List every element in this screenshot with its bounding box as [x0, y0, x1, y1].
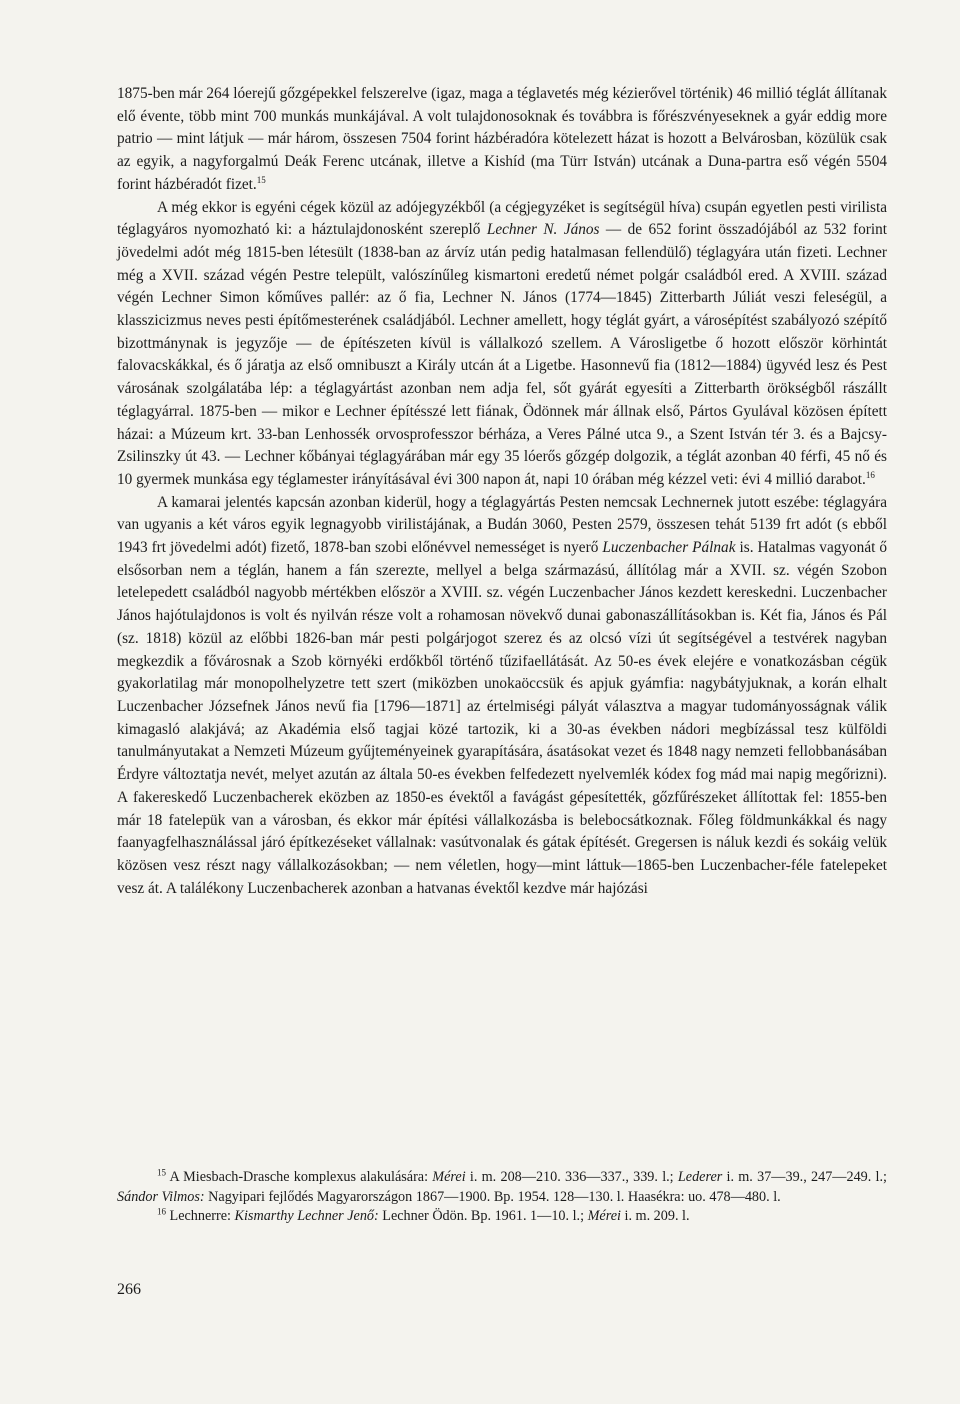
- italic-text: Lederer: [677, 1169, 723, 1185]
- text-run: Lechnerre:: [166, 1208, 235, 1224]
- italic-text: Luczenbacher Pálnak: [602, 539, 736, 557]
- text-run: A még ekkor is egyéni cégek közül az adójegyzékből (a cégjegyzéket is segítségül híva) csupán egyetlen pesti virilista téglagyáros nyomozható ki: a háztulajdonosként szereplő: [117, 198, 887, 239]
- footnote-ref: 15: [256, 174, 266, 185]
- text-run: i. m. 209. l.: [620, 1208, 690, 1224]
- text-run: 1875-ben már 264 lóerejű gőzgépekkel felszerelve (igaz, maga a téglavetés még kézierővel történik) 46 millió téglát állítanak elő évente, több mint 700 munkás munkájával. A volt tulajdonosoknak és továbbra is főrészvényeseknek a gyár eddig more patrio — mint látjuk — már három, összesen 7504 forint házbéradóra kötelezett házat is hozott a Belvárosban, közülük csak az egyik, a nagyforgalmú Deák Ferenc utcának, illetve a Kishíd (ma Türr István) utcának a Duna-partra eső végén 5504 forint házbéradót fizet.: [117, 85, 887, 193]
- page-number: 266: [117, 1281, 141, 1298]
- paragraph: [117, 83, 887, 197]
- footnote-ref: 16: [865, 469, 875, 480]
- italic-text: Mérei: [432, 1169, 466, 1185]
- text-run: A Miesbach-Drasche komplexus alakulására:: [166, 1169, 433, 1185]
- text-run: i. m. 208—210. 336—337., 339. l.;: [465, 1169, 678, 1185]
- text-run: i. m. 37—39., 247—249. l.;: [722, 1169, 887, 1185]
- italic-text: Mérei: [587, 1208, 621, 1224]
- text-run: is. Hatalmas vagyonát ő elsősorban nem a téglán, hanem a fán szerezte, mellyel a belga származású, állítólag már a XVII. sz. végén Szobon letelepedett családból nagyobb mértékben először a XVIII. sz. végén Luczenbacher János kezdett kereskedni. Luczenbacher János hajótulajdonos is volt és nyilván része volt a rohamosan növekvő dunai gabonaszállításokban is. Két fia, János és Pál (sz. 1818) közül az előbbi 1826-ban már pesti polgárjogot szerez és az olcsó vízi út segítségével a testvérek nagyban megkezdik a fővárosnak a Szob környéki erdőkből történő tűzifaellátását. Az 50-es évek elejére e vonatkozásban cégük gyakorlatilag már monopolhelyzetre tett szert (miközben unokaöccsük és apjuk gyámfia: nagybátyjuknak, a korán elhalt Luczenbacher Józsefnek János nevű fia [1796—1871] az értelmiségi pályát választva a magyar tudományosságnak válik kimagasló alakjává; az Akadémia első tagjai közé tartozik, ki a 30-as években nádori megbízással tesz külföldi tanulmányutakat a Nemzeti Múzeum gyűjteményeinek gyarapítására, ásatásokat vezet és 1848 nagy nemzeti fellobbanásában Érdyre változtatja nevét, melyet azután az általa 50-es években felfedezett nyelvemlék kódex fog mád mai napig megőrizni). A fakereskedő Luczenbacherek eközben az 1850-es évektől a favágást gépesítették, gőzfűrészeket állítottak fel: 1855-ben már 18 fatelepük van a városban, és ekkor már építési vállalkozásba is belebocsátkoznak. Főleg földmunkákkal és nagy faanyagfelhasználással járó építkezéseket vállalnak: vasútvonalak és gátak építését. Gregersen is náluk kezdi és sokáig velük közösen vesz részt nagy vállalkozásokban; — nem véletlen, hogy—mint láttuk—1865-ben Luczenbacher-féle fatelepeket vesz át. A találékony Luczenbacherek azonban a hatvanas évektől kezdve már hajózási: [117, 539, 888, 897]
- footnotes: [117, 1168, 887, 1227]
- paragraph: [117, 492, 887, 901]
- paragraph: [117, 197, 887, 492]
- main-text: [117, 83, 887, 900]
- footnote-ref: 16: [157, 1206, 166, 1217]
- italic-text: Kismarthy Lechner Jenő:: [234, 1208, 379, 1224]
- text-run: Nagyipari fejlődés Magyarországon 1867—1900. Bp. 1954. 128—130. l. Haasékra: uo. 478—480. l.: [204, 1188, 781, 1205]
- footnote: [117, 1207, 887, 1227]
- italic-text: Sándor Vilmos:: [117, 1188, 205, 1205]
- footnote: [117, 1168, 887, 1207]
- text-run: A kamarai jelentés kapcsán azonban kiderül, hogy a téglagyártás Pesten nemcsak Lechnernek jutott eszébe: téglagyára van ugyanis a két város egyik legnagyobb virilistájának, a Budán 3060, Pesten 2579, összesen tehát 5139 frt adót (s ebből 1943 frt jövedelmi adót) fizető, 1878-ban szobi előnévvel nemességet is nyerő: [117, 493, 887, 557]
- text-run: — de 652 forint összadójából az 532 forint jövedelmi adót még 1815-ben létesült (1838-ban az árvíz után pedig hatalmasan fellendülő) téglagyára után fizeti. Lechner még a XVII. század végén Pestre települt, valószínűleg kismartoni eredetű német polgár családból ered. A XVIII. század végén Lechner Simon kőműves pallér: az ő fia, Lechner N. János (1774—1845) Zitterbarth Júliát veszi feleségül, a klasszicizmus neves pesti építőmesterének családjából. Lechner amellett, hogy téglát gyárt, a városépítést szabályozó szépítő bizottmánynak is jegyzője — de építészeten kívül is vállalkozó szellem. A Városligetbe ő hozott először körhintát falovacskákkal, és ő járatja az első omnibuszt a Király utcán át a Ligetbe. Hasonnevű fia (1812—1884) ügyvéd lesz és Pest városának szolgálatába lép: a téglagyártást azonban nem adja fel, sőt gyárát egyesíti a Zitterbarth örökségből rászállt téglagyárral. 1875-ben — mikor e Lechner építésszé lett fiának, Ödönnek már állnak első, Pártos Gyulával közösen épített házai: a Múzeum krt. 33-ban Lenhossék orvosprofesszor bérháza, a Veres Pálné utca 9., a Szent István tér 3. és a Bajcsy-Zsilinszky út 43. — Lechner kőbányai téglagyárában már egy 35 lóerős gőzgép dolgozik, a téglát azonban 40 férfi, 45 nő és 10 gyermek munkása egy téglamester irányításával évi 300 napon át, napi 10 órában még kézzel veti: évi 4 millió darabot.: [117, 221, 887, 488]
- text-run: Lechner Ödön. Bp. 1961. 1—10. l.;: [378, 1208, 588, 1224]
- footnote-ref: 15: [157, 1167, 166, 1178]
- italic-text: Lechner N. János: [486, 221, 600, 239]
